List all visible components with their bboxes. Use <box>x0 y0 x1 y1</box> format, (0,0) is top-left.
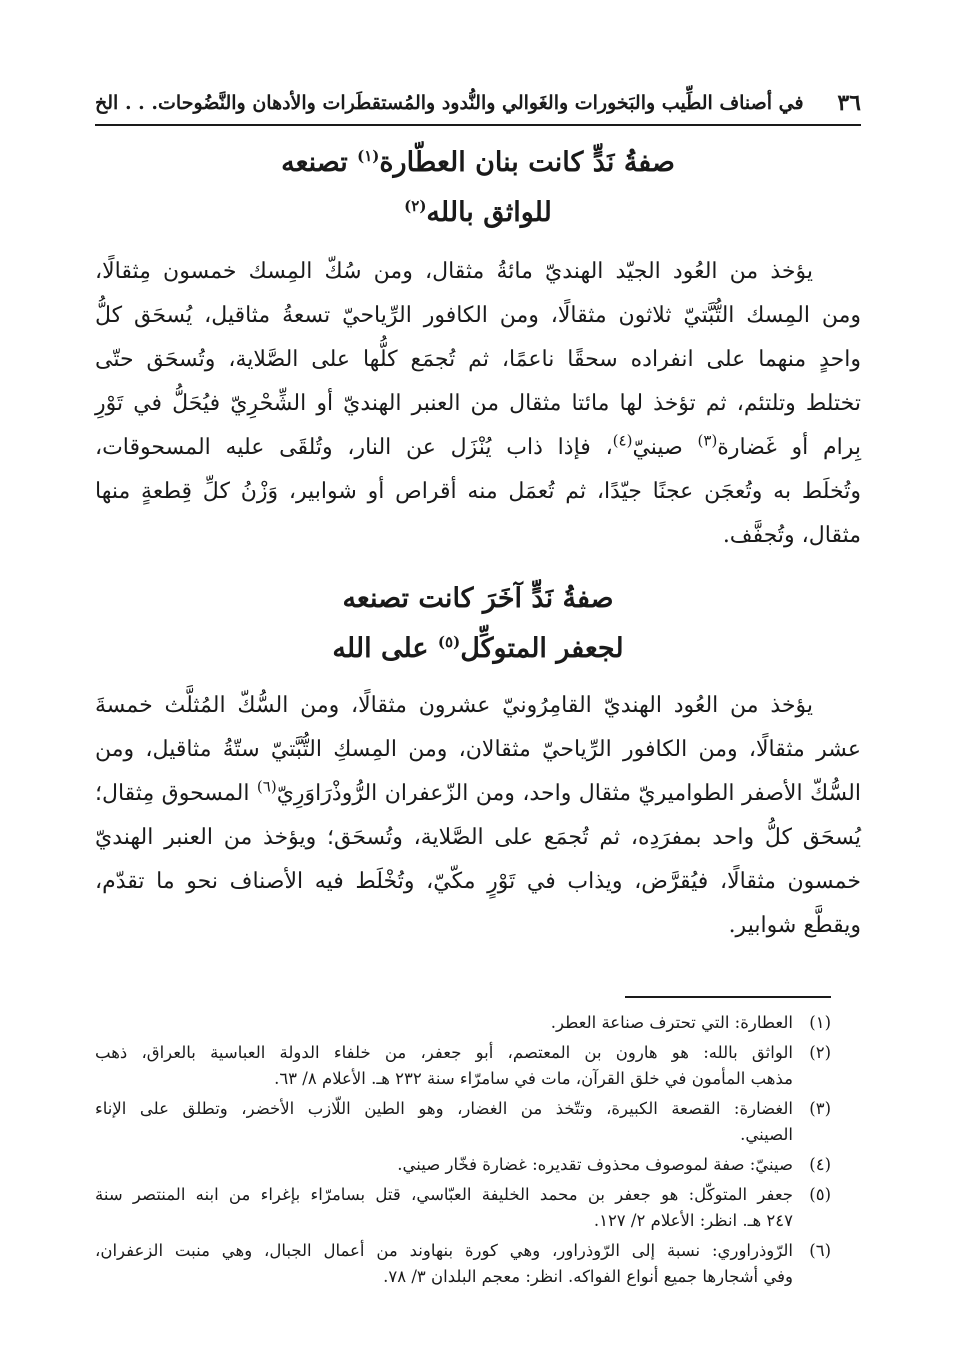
body-line: السُّكّ الأصفر الطواميريّ مثقال واحد، ومن الزّعفران الرُّوذْرَاوَرِيّ$^{(٦)}$ المسحوق مِثقال؛ <box>95 777 862 806</box>
footnote-number: (٤) <box>809 1155 831 1174</box>
page-number: ٣٦ <box>837 90 861 116</box>
footnote-1 <box>95 1010 831 1036</box>
footnote-ref-2[interactable]: (٢) <box>404 197 427 215</box>
body-line: عشر مثقالًا، ومن الكافور الرِّياحيّ مثقالان، ومن المِسكِ التُّبَّتيّ ستّةُ مثاقيل، ومن <box>95 737 861 762</box>
footnote-ref-1[interactable]: (١) <box>357 147 380 165</box>
footnote-number: (٦) <box>809 1241 831 1260</box>
recipe-2-body <box>95 684 861 948</box>
footnote-4 <box>95 1152 831 1178</box>
footnote-ref-3[interactable]: (٣) <box>697 431 718 450</box>
footnote-ref-6[interactable]: (٦) <box>256 777 277 796</box>
footnote-3 <box>95 1096 831 1148</box>
footnote-text: الرّوذراوري: نسبة إلى الرّوذراور، وهي كورة بنهاوند من أعمال الجبال، وهي منبت الزعفران، <box>95 1241 793 1260</box>
footnote-number: (١) <box>809 1013 831 1032</box>
footnote-2 <box>95 1040 831 1092</box>
footnotes <box>95 1010 831 1294</box>
recipe-1-title-line-2: للواثق بالله$^{(٢)}$ <box>404 197 552 228</box>
footnote-text: مذهب المأمون في خلق القرآن، مات في سامرّاء سنة ٢٣٢ هـ. الأعلام ٨/ ٦٣. <box>274 1069 793 1088</box>
body-line: مثقال، وتُجفَّف. <box>722 523 861 548</box>
footnote-number: (٣) <box>809 1099 831 1118</box>
footnote-5 <box>95 1182 831 1234</box>
footnote-ref-4[interactable]: (٤) <box>612 431 633 450</box>
footnote-text: ٢٤٧ هـ. انظر: الأعلام ٢/ ١٢٧. <box>593 1211 793 1230</box>
body-line: يؤخذ من العُود الهنديّ القامِرُونيّ عشرون مثقالًا، ومن السُّكّ المُثلَّث خمسةَ <box>95 693 813 718</box>
footnote-6 <box>95 1238 831 1290</box>
running-title: في أصناف الطِّيب والبَخورات والغَوالي والنُّدود والمُستقطَرات والأدهان والنَّضُوحات. . . الخ <box>95 92 804 114</box>
recipe-2-title-line-2: لجعفر المتوكِّل$^{(٥)}$ على الله <box>332 633 624 664</box>
footnote-text: صينيّ: صفة لموصوف محذوف تقديره: غضارة فخّار صيني. <box>397 1155 793 1174</box>
header-rule <box>95 124 861 126</box>
recipe-2-heading <box>95 574 861 674</box>
body-line: ويقطَّع شوابير. <box>728 913 861 938</box>
footnote-number: (٢) <box>809 1043 831 1062</box>
body-line: خمسون مثقالًا، فيُقرَّض، ويذاب في تَوْرٍ مكّيّ، وتُخْلَط فيه الأصناف نحو ما تقدّم، <box>95 869 861 894</box>
body-line: واحدٍ منهما على انفراده سحقًا ناعمًا، ثم تُجمَع كلُّها على الصَّلاية، وتُسحَق حتّى <box>95 347 861 372</box>
body-line: تختلط وتلتئم، ثم تؤخذ لها مائتا مثقال من العنبر الهنديّ أو الشِّحْرِيّ فيُحَلُّ في تَوْرِ <box>95 391 861 416</box>
running-header <box>95 86 861 120</box>
body-line: يُسحَق كلُّ واحد بمفرَدِه، ثم تُجمَع على الصَّلاية، وتُسحَق؛ ويؤخذ من العنبر الهنديّ <box>95 825 861 850</box>
body-line: وتُخلَط به وتُعجَن عجنًا جيّدًا، ثم تُعمَل منه أقراص أو شوابير، وَزْنُ كلِّ قِطعةٍ منها <box>95 479 861 504</box>
body-line: يؤخذ من العُود الجيّد الهنديّ مائةُ مثقال، ومن سُكّ المِسك خمسون مِثقالًا، <box>95 259 813 284</box>
recipe-1-title-line-1: صفةُ نَدٍّ كانت بنان العطّارة$^{(١)}$ تصنعه <box>281 147 675 178</box>
footnote-text: الغضارة: القصعة الكبيرة، وتتّخذ من الغضار، وهو الطين اللّازب الأخضر، وتطلق على الإناء <box>95 1099 793 1118</box>
recipe-1-heading <box>95 138 861 238</box>
body-line: بِرام أو غَضارة$^{(٣)}$ صينيّ$^{(٤)}$، فإذا ذاب يُنْزَل عن النار، وتُلقَى عليه المسحوقات، <box>95 431 861 460</box>
footnote-rule <box>625 996 831 998</box>
body-line: ومن المِسك التُّبَّتيّ ثلاثون مثقالًا، ومن الكافور الرِّياحيّ تسعةُ مثاقيل، يُسحَق كلُّ <box>95 303 861 328</box>
footnote-text: الصيني. <box>740 1125 793 1144</box>
footnote-ref-5[interactable]: (٥) <box>437 633 461 651</box>
footnote-text: الواثق بالله: هو هارون بن المعتصم، أبو جعفر، من خلفاء الدولة العباسية بالعراق، ذهب <box>95 1043 793 1062</box>
footnote-text: جعفر المتوكّل: هو جعفر بن محمد الخليفة العبّاسي، قتل بسامرّاء بإغراء من ابنه المنتصر سنة <box>95 1185 793 1204</box>
recipe-1-body <box>95 250 861 558</box>
footnote-text: العطارة: التي تحترف صناعة العطر. <box>550 1013 793 1032</box>
recipe-2-title-line-1: صفةُ نَدٍّ آخَرَ كانت تصنعه <box>342 583 614 614</box>
footnote-number: (٥) <box>809 1185 831 1204</box>
footnote-text: وفي أشجارها جميع أنواع الفواكه. انظر: معجم البلدان ٣/ ٧٨. <box>383 1267 793 1286</box>
